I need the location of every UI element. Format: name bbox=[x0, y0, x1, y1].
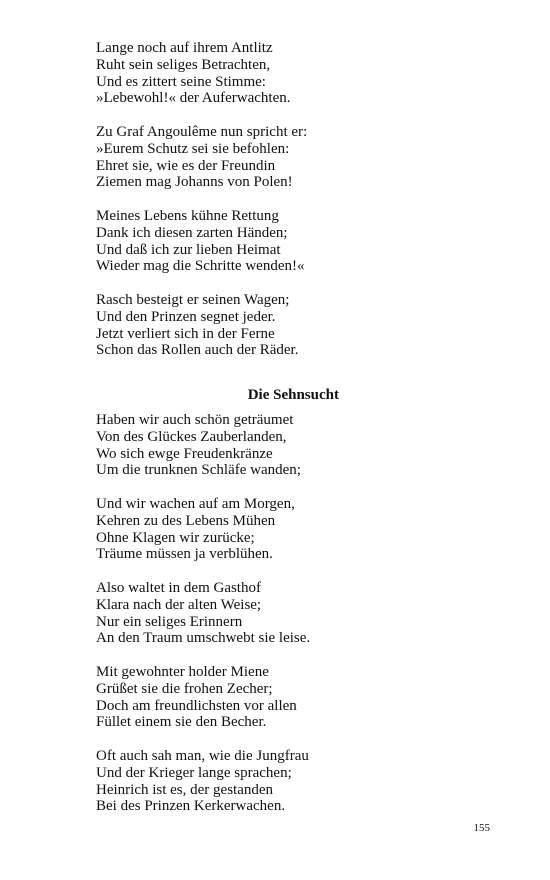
verse-line: Kehren zu des Lebens Mühen bbox=[96, 512, 276, 529]
verse-line: Nur ein seliges Erinnern bbox=[96, 613, 243, 630]
verse-line: Und wir wachen auf am Morgen, bbox=[96, 495, 295, 512]
verse-line: Und es zittert seine Stimme: bbox=[96, 73, 266, 90]
stanza bbox=[96, 124, 496, 191]
verse-line: Meines Lebens kühne Rettung bbox=[96, 207, 279, 224]
verse-line: An den Traum umschwebt sie leise. bbox=[96, 630, 311, 647]
verse-line: Heinrich ist es, der gestanden bbox=[96, 781, 274, 798]
stanza bbox=[96, 664, 496, 731]
verse-line: Füllet einem sie den Becher. bbox=[96, 714, 267, 731]
verse-line: »Lebewohl!« der Auferwachten. bbox=[96, 90, 291, 107]
verse-line: Rasch besteigt er seinen Wagen; bbox=[96, 291, 290, 308]
poem-title: Die Sehnsucht bbox=[247, 387, 339, 403]
stanza bbox=[96, 580, 496, 647]
verse-line: Und der Krieger lange sprachen; bbox=[96, 764, 292, 781]
verse-line: Ehret sie, wie es der Freundin bbox=[96, 157, 276, 174]
verse-line: Um die trunknen Schläfe wanden; bbox=[96, 462, 301, 479]
verse-line: Mit gewohnter holder Miene bbox=[96, 663, 269, 680]
stanza bbox=[96, 748, 496, 815]
verse-line: Ohne Klagen wir zurücke; bbox=[96, 529, 255, 546]
verse-line: Jetzt verliert sich in der Ferne bbox=[96, 325, 275, 342]
verse-line: Haben wir auch schön geträumet bbox=[96, 412, 294, 428]
verse-line: Grüßet sie die frohen Zecher; bbox=[96, 680, 273, 697]
page-number: 155 bbox=[473, 822, 490, 834]
verse-line: Oft auch sah man, wie die Jungfrau bbox=[96, 747, 309, 764]
verse-line: Ziemen mag Johanns von Polen! bbox=[96, 174, 293, 191]
verse-line: Und daß ich zur lieben Heimat bbox=[96, 241, 281, 258]
verse-line: Von des Glückes Zauberlanden, bbox=[96, 428, 287, 445]
verse-line: Also waltet in dem Gasthof bbox=[96, 579, 261, 596]
verse-line: Dank ich diesen zarten Händen; bbox=[96, 224, 288, 241]
verse-line: Doch am freundlichsten vor allen bbox=[96, 697, 297, 714]
verse-line: Lange noch auf ihrem Antlitz bbox=[96, 40, 273, 56]
stanza bbox=[96, 40, 496, 107]
stanza bbox=[96, 208, 496, 275]
verse-line: Schon das Rollen auch der Räder. bbox=[96, 342, 299, 359]
verse-line: »Eurem Schutz sei sie befohlen: bbox=[96, 140, 290, 157]
poem-body bbox=[96, 412, 496, 815]
verse-line: Wo sich ewge Freudenkränze bbox=[96, 445, 273, 462]
verse-line: Bei des Prinzen Kerkerwachen. bbox=[96, 798, 286, 815]
verse-line: Klara nach der alten Weise; bbox=[96, 596, 262, 613]
verse-line: Träume müssen ja verblühen. bbox=[96, 546, 273, 563]
stanza bbox=[96, 292, 496, 359]
verse-line: Zu Graf Angoulême nun spricht er: bbox=[96, 123, 308, 140]
poem-continuation bbox=[96, 40, 496, 359]
stanza bbox=[96, 496, 496, 563]
verse-line: Wieder mag die Schritte wenden!« bbox=[96, 258, 305, 275]
verse-line: Und den Prinzen segnet jeder. bbox=[96, 308, 276, 325]
verse-line: Ruht sein seliges Betrachten, bbox=[96, 56, 271, 73]
stanza bbox=[96, 412, 496, 479]
